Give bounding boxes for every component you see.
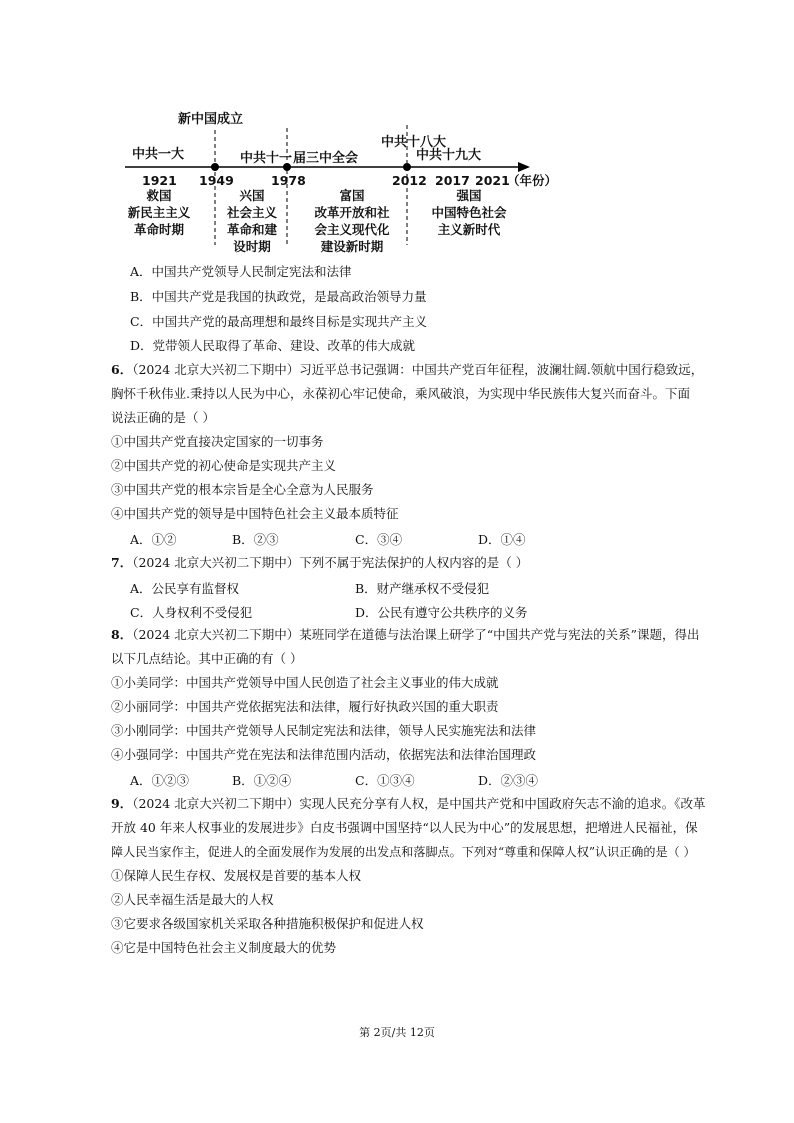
q6-item-3: ③中国共产党的根本宗旨是全心全意为人民服务 bbox=[111, 482, 374, 497]
q8-option-a: A．①②③ bbox=[130, 773, 190, 788]
q6-option-c: C．③④ bbox=[355, 532, 403, 547]
q6-item-1: ①中国共产党直接决定国家的一切事务 bbox=[111, 434, 324, 449]
event-label-1949: 新中国成立 bbox=[178, 112, 244, 127]
q7-option-d: D．公民有遵守公共秩序的义务 bbox=[355, 605, 528, 620]
period-3-line-3: 会主义现代化 bbox=[314, 222, 390, 237]
q8-text-1: （2024 北京大兴初二下期中）某班同学在道德与法治课上研学了“中国共产党与宪法的关系”课题，得出 bbox=[132, 627, 700, 642]
q9-item-3: ③它要求各级国家机关采取各种措施积极保护和促进人权 bbox=[111, 916, 424, 931]
event-label-1921: 中共一大 bbox=[132, 147, 185, 162]
period-1-line-3: 革命时期 bbox=[133, 222, 184, 237]
period-1 bbox=[116, 187, 202, 238]
page-footer: 第 2页/共 12页 bbox=[359, 1026, 435, 1039]
q9-text-1: （2024 北京大兴初二下期中）实现人民充分享有人权，是中国共产党和中国政府矢志不渝的追求。《改革 bbox=[132, 796, 706, 811]
q7-option-a: A．公民享有监督权 bbox=[130, 581, 240, 596]
q7-number: 7． bbox=[111, 555, 133, 570]
axis-arrow bbox=[518, 162, 530, 172]
year-2012: 2012 bbox=[392, 173, 427, 188]
event-label-2017: 中共十九大 bbox=[416, 148, 482, 163]
q7-option-c: C．人身权利不受侵犯 bbox=[130, 605, 253, 620]
q8-stem-line-2: 以下几点结论。其中正确的有（ ） bbox=[111, 651, 303, 666]
period-1-line-2: 新民主主义 bbox=[127, 205, 191, 220]
period-2-line-2: 社会主义 bbox=[226, 205, 277, 220]
year-1949: 1949 bbox=[199, 173, 234, 188]
q8-stem-line-1 bbox=[111, 627, 700, 643]
event-label-1978-part1: 中共十一 bbox=[240, 151, 293, 166]
q6-item-2: ②中国共产党的初心使命是实现共产主义 bbox=[111, 458, 337, 473]
q7-text: （2024 北京大兴初二下期中）下列不属于宪法保护的人权内容的是（ ） bbox=[132, 555, 529, 570]
period-1-line-1: 救国 bbox=[146, 188, 172, 203]
q8-item-3: ③小刚同学：中国共产党领导人民制定宪法和法律，领导人民实施宪法和法律 bbox=[111, 723, 537, 738]
q9-number: 9． bbox=[111, 796, 133, 811]
q6-text-1: （2024 北京大兴初二下期中）习近平总书记强调：中国共产党百年征程，波澜壮阔.领航中国行稳致远， bbox=[132, 362, 704, 377]
q9-stem-line-2: 开放 40 年来人权事业的发展进步》白皮书强调中国坚持“以人民为中心”的发展思想，把增进人民福祉，保 bbox=[111, 820, 698, 835]
q9-item-2: ②人民幸福生活是最大的人权 bbox=[111, 892, 274, 907]
period-2 bbox=[219, 187, 285, 255]
year-2017: 2017 bbox=[435, 173, 470, 188]
q6-stem-line-3: 说法正确的是（ ） bbox=[111, 410, 215, 425]
q9-item-1: ①保障人民生存权、发展权是首要的基本人权 bbox=[111, 868, 362, 883]
event-label-1978-part2: 届三中全会 bbox=[293, 151, 359, 166]
q6-item-4: ④中国共产党的领导是中国特色社会主义最本质特征 bbox=[111, 506, 399, 521]
axis-unit: （年份） bbox=[507, 173, 558, 188]
q5-option-d: D．党带领人民取得了革命、建设、改革的伟大成就 bbox=[130, 338, 416, 353]
q6-stem-line-1 bbox=[111, 362, 703, 378]
q5-option-b: B．中国共产党是我国的执政党，是最高政治领导力量 bbox=[130, 289, 427, 304]
q6-option-b: B．②③ bbox=[232, 532, 279, 547]
q9-stem-line-1 bbox=[111, 796, 706, 812]
period-4-line-2: 中国特色社会 bbox=[431, 205, 507, 220]
q5-option-a: A．中国共产党领导人民制定宪法和法律 bbox=[130, 264, 352, 279]
year-1978: 1978 bbox=[271, 173, 306, 188]
period-3-line-1: 富国 bbox=[339, 188, 365, 203]
q8-item-2: ②小丽同学：中国共产党依据宪法和法律，履行好执政兴国的重大职责 bbox=[111, 699, 499, 714]
q6-number: 6． bbox=[111, 362, 133, 377]
q9-stem-line-3: 障人民当家作主，促进人的全面发展作为发展的出发点和落脚点。下列对“尊重和保障人权”认识正确的是（ ） bbox=[111, 845, 696, 859]
period-4-line-1: 强国 bbox=[456, 188, 482, 203]
period-2-line-1: 兴国 bbox=[239, 188, 265, 203]
q8-item-1: ①小美同学：中国共产党领导中国人民创造了社会主义事业的伟大成就 bbox=[111, 675, 499, 690]
period-2-line-3: 革命和建 bbox=[226, 222, 277, 237]
q5-option-c: C．中国共产党的最高理想和最终目标是实现共产主义 bbox=[130, 314, 428, 329]
q7-option-b: B．财产继承权不受侵犯 bbox=[355, 581, 490, 596]
period-4-line-3: 主义新时代 bbox=[437, 222, 501, 237]
year-2021: 2021 bbox=[475, 173, 510, 188]
q8-option-b: B．①②④ bbox=[232, 773, 292, 788]
q6-option-d: D．①④ bbox=[478, 532, 526, 547]
q8-item-4: ④小强同学：中国共产党在宪法和法律范围内活动，依据宪法和法律治国理政 bbox=[111, 747, 537, 762]
q8-number: 8． bbox=[111, 627, 133, 642]
year-1921: 1921 bbox=[142, 173, 177, 188]
q8-option-c: C．①③④ bbox=[355, 773, 415, 788]
q6-stem-line-2: 胸怀千秋伟业.秉持以人民为中心，永葆初心牢记使命，乘风破浪，为实现中华民族伟大复兴而奋斗。下面 bbox=[111, 386, 690, 401]
q8-option-d: D．②③④ bbox=[478, 773, 539, 788]
period-2-line-4: 设时期 bbox=[233, 239, 271, 254]
event-label-2012: 中共十八大 bbox=[381, 135, 447, 150]
q7-stem bbox=[111, 555, 528, 571]
period-3 bbox=[297, 187, 407, 255]
period-4 bbox=[419, 187, 519, 238]
q9-item-4: ④它是中国特色社会主义制度最大的优势 bbox=[111, 940, 337, 955]
period-3-line-4: 建设新时期 bbox=[320, 239, 384, 254]
period-3-line-2: 改革开放和社 bbox=[314, 205, 390, 220]
q6-option-a: A．①② bbox=[130, 532, 177, 547]
